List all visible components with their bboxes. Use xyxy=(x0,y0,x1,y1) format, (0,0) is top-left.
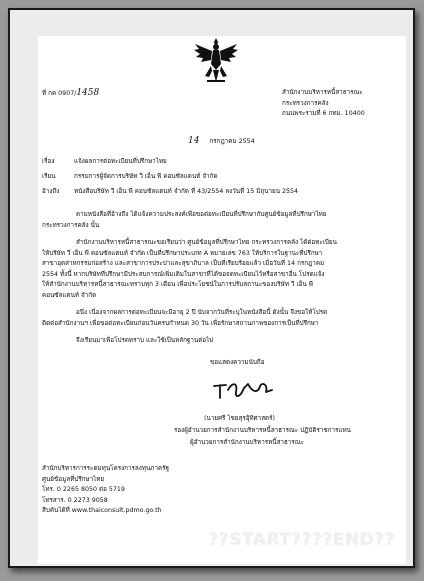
to-row xyxy=(42,172,217,183)
handwritten-signature-icon xyxy=(210,378,282,402)
letter-page xyxy=(38,36,406,564)
document-frame xyxy=(8,8,415,568)
reference-prefix: ที่ กค 0907/ xyxy=(42,90,77,97)
subject-text: แจ้งผลการต่อทะเบียนที่ปรึกษาไทย xyxy=(74,158,167,165)
paragraph-1 xyxy=(42,210,402,231)
footer-line: สำนักบริหารการระดมทุนโครงการลงทุนภาครัฐ xyxy=(42,465,170,472)
footer-line: โทร. 0 2265 8050 ต่อ 5719 xyxy=(42,486,125,493)
reference-row xyxy=(42,187,298,198)
paragraph-3 xyxy=(42,308,402,329)
paragraph-2-line: คอนซัลแตนท์ จำกัด xyxy=(42,291,97,299)
garuda-emblem-icon xyxy=(193,36,239,86)
to-label: เรียน xyxy=(42,173,56,180)
paragraph-2-line: 2554 ทั้งนี้ หากบริษัทที่ปรึกษามีประสบการณ์เพิ่มเติมในสาขาที่ได้ขอจดทะเบียนไว้หรือสาขาอื่น โปรดแจ้ง xyxy=(42,270,325,278)
office-line-3: ถนนพระรามที่ 6 กทม. 10400 xyxy=(282,110,365,117)
footer-line: ศูนย์ข้อมูลที่ปรึกษาไทย xyxy=(42,475,105,483)
paragraph-2-line: ให้บริษัท วี เอ็น พี คอนซัลแตนท์ จำกัด เป็นที่ปรึกษาประเภท A หมายเลข 763 ให้บริการในฐานะที่ปรึกษา xyxy=(42,249,323,257)
signer-name: (นายศรี ไชยสุรอุ้ทิศาสตร์) xyxy=(204,415,275,422)
signer-title-2: ผู้อำนวยการสำนักงานบริหารหนี้สาธารณะ xyxy=(190,439,304,446)
footer-website-line: สืบค้นได้ที่ www.thaiconsult.pdmo.go.th xyxy=(42,507,162,514)
paragraph-1-line-2: กระทรวงการคลัง นั้น xyxy=(42,221,100,229)
paragraph-3-line: ติดต่อสำนักงานฯ เพื่อขอต่อทะเบียนก่อนวันครบกำหนด 30 วัน เพื่อรักษาสถานภาพของการเป็นที่ปรึกษา xyxy=(42,319,319,327)
office-line-2: กระทรวงการคลัง xyxy=(282,99,329,107)
date-day-handwritten: 14 xyxy=(188,136,200,146)
office-address xyxy=(282,88,365,120)
footer-line: โทรสาร. 0 2273 9058 xyxy=(42,496,108,504)
office-line-1: สำนักงานบริหารหนี้สาธารณะ xyxy=(282,89,363,96)
subject-row xyxy=(42,157,167,168)
subject-label: เรื่อง xyxy=(42,158,55,165)
paragraph-2-line: ให้สำนักงานบริหารหนี้สาธารณะทราบทุก 3 เดือน เพื่อประโยชน์ในการปรับสถานะของบริษัท วี เอ็น พี xyxy=(42,281,313,288)
paragraph-3-line: อนึ่ง เนื่องจากผลการต่อทะเบียนจะมีอายุ 2 ปี นับจากวันที่ระบุในหนังสือนี้ ดังนั้น จึงขอให้โปรด xyxy=(76,309,328,316)
to-text: กรรมการผู้จัดการบริษัท วี เอ็น พี คอนซัลแตนท์ จำกัด xyxy=(74,173,218,180)
reference-label: อ้างถึง xyxy=(42,188,60,195)
reference-text: หนังสือบริษัท วี เอ็น พี คอนซัลแตนท์ จำกัด ที่ 43/2554 ลงวันที่ 15 มิถุนายน 2554 xyxy=(74,188,299,195)
paragraph-2-line: สาขาอุตสาหกรรมก่อสร้าง และสาขาการประปาและสุขาภิบาล เป็นที่เรียบร้อยแล้ว เมื่อวันที่ 14 กรกฎาคม xyxy=(42,260,325,267)
date-month-year: กรกฎาคม 2554 xyxy=(209,138,255,145)
paragraph-2-line: สำนักงานบริหารหนี้สาธารณะขอเรียนว่า ศูนย์ข้อมูลที่ปรึกษาไทย กระทรวงการคลัง ได้ต่อทะเบียน xyxy=(76,239,337,246)
footer-contact xyxy=(42,464,169,517)
letter-date xyxy=(188,136,255,148)
regards-text: ขอแสดงความนับถือ xyxy=(210,359,265,366)
paragraph-2 xyxy=(42,238,402,301)
signer-title-1: รองผู้อำนวยการสำนักงานบริหารหนี้สาธารณะ ปฏิบัติราชการแทน xyxy=(174,427,351,434)
reference-handwritten-number: 1458 xyxy=(76,88,100,98)
closing-line: จึงเรียนมาเพื่อโปรดทราบ และใช้เป็นหลักฐานต่อไป xyxy=(76,337,214,344)
reference-number xyxy=(42,88,99,100)
watermark-text: ??START????END?? xyxy=(208,530,395,550)
paragraph-1-line-1: ตามหนังสือที่อ้างถึง ได้แจ้งความประสงค์เพื่อขอต่อทะเบียนที่ปรึกษากับศูนย์ข้อมูลที่ปรึกษาไทย xyxy=(76,211,327,218)
